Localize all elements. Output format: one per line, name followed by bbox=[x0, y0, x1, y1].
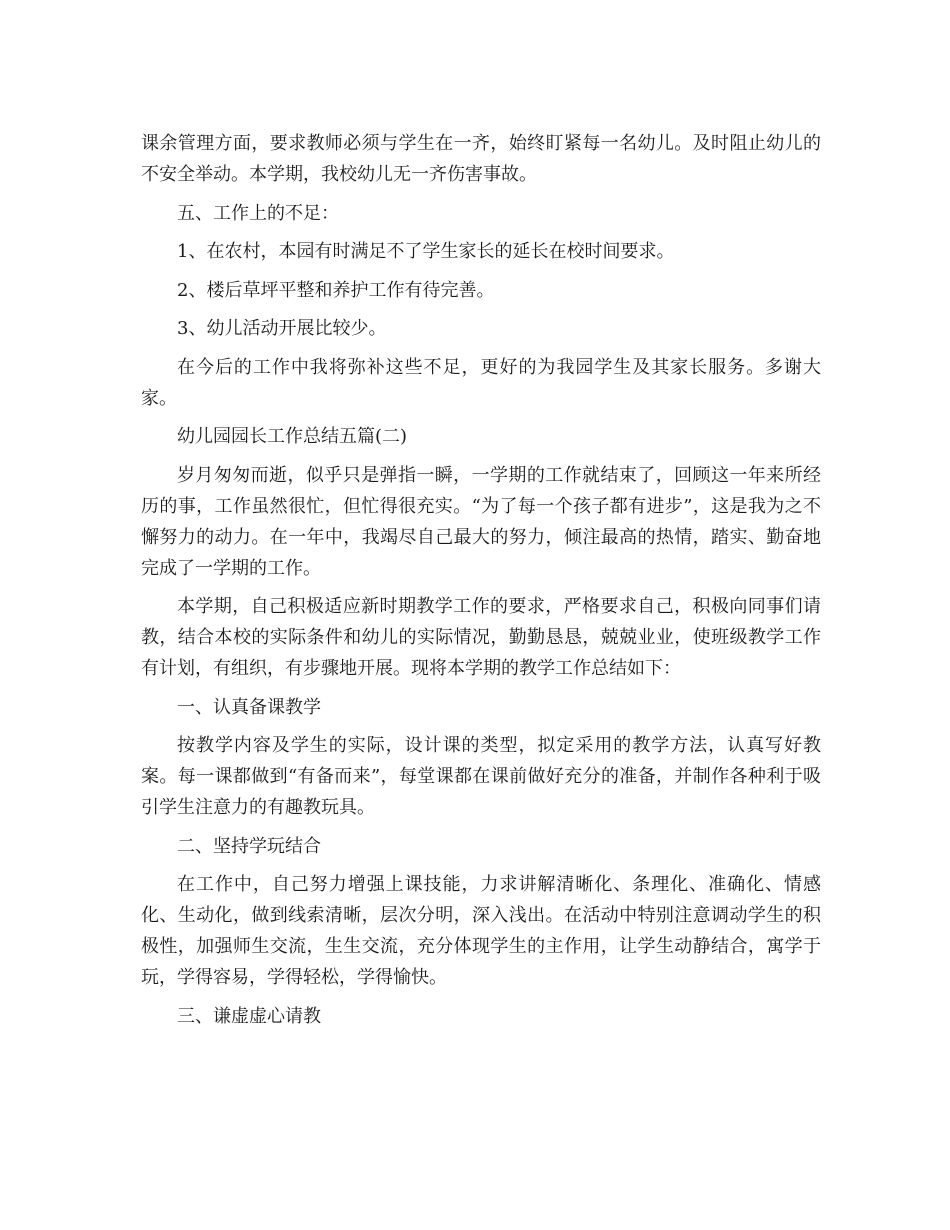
paragraph-continuation: 课余管理方面，要求教师必须与学生在一齐，始终盯紧每一名幼儿。及时阻止幼儿的不安全举动。本学期，我校幼儿无一齐伤害事故。 bbox=[141, 133, 821, 185]
section-heading-humble-learning: 三、谦虚虚心请教 bbox=[177, 1005, 321, 1027]
lesson-prep-paragraph: 按教学内容及学生的实际，设计课的类型，拟定采用的教学方法，认真写好教案。每一课都做到“有备而来”，每堂课都在课前做好充分的准备，并制作各种利于吸引学生注意力的有趣教玩具。 bbox=[141, 735, 821, 818]
intro-paragraph: 岁月匆匆而逝，似乎只是弹指一瞬，一学期的工作就结束了，回顾这一年来所经历的事，工作虽然很忙，但忙得很充实。“为了每一个孩子都有进步”，这是我为之不懈努力的动力。在一年中，我竭尽自己最大的努力，倾注最高的热情，踏实、勤奋地完成了一学期的工作。 bbox=[141, 464, 821, 579]
section-heading-lesson-prep: 一、认真备课教学 bbox=[177, 696, 321, 718]
semester-paragraph: 本学期，自己积极适应新时期教学工作的要求，严格要求自己，积极向同事们请教，结合本校的实际条件和幼儿的实际情况，勤勤恳恳，兢兢业业，使班级教学工作有计划，有组织，有步骤地开展。现将本学期的教学工作总结如下： bbox=[141, 596, 821, 679]
section-heading-shortcomings: 五、工作上的不足： bbox=[177, 202, 339, 224]
section-heading-learn-play: 二、坚持学玩结合 bbox=[177, 835, 321, 857]
learn-play-paragraph: 在工作中，自己努力增强上课技能，力求讲解清晰化、条理化、准确化、情感化、生动化，做到线索清晰，层次分明，深入浅出。在活动中特别注意调动学生的积极性，加强师生交流，生生交流，充分体现学生的主作用，让学生动静结合，寓学于玩，学得容易，学得轻松，学得愉快。 bbox=[141, 874, 821, 988]
list-item-1: 1、在农村，本园有时满足不了学生家长的延长在校时间要求。 bbox=[177, 241, 675, 262]
article-title-part-2: 幼儿园园长工作总结五篇(二) bbox=[177, 426, 408, 447]
document-body bbox=[141, 128, 821, 1039]
list-item-3: 3、幼儿活动开展比较少。 bbox=[177, 318, 387, 339]
closing-paragraph: 在今后的工作中我将弥补这些不足，更好的为我园学生及其家长服务。多谢大家。 bbox=[141, 356, 821, 409]
list-item-2: 2、楼后草坪平整和养护工作有待完善。 bbox=[177, 279, 495, 301]
